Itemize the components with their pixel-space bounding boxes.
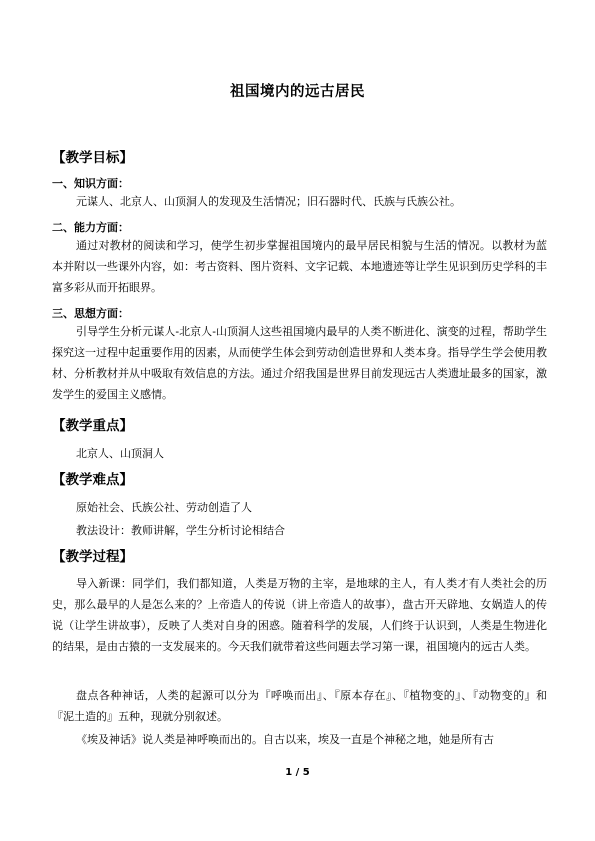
section-heading-key-points: 【教学重点】 bbox=[52, 418, 133, 434]
paragraph-key-points: 北京人、山顶洞人 bbox=[76, 447, 164, 460]
document-title: 祖国境内的远古居民 bbox=[230, 84, 365, 100]
paragraph-difficulties: 原始社会、氏族公社、劳动创造了人 bbox=[76, 501, 252, 514]
subheading-knowledge: 一、知识方面： bbox=[52, 177, 129, 190]
page-number: 1 / 5 bbox=[285, 767, 310, 778]
subheading-thought: 三、思想方面： bbox=[52, 307, 129, 320]
section-heading-difficulties: 【教学难点】 bbox=[52, 472, 133, 488]
subheading-ability: 二、能力方面： bbox=[52, 221, 129, 234]
paragraph-teaching-method: 教法设计：教师讲解，学生分析讨论相结合 bbox=[76, 524, 285, 537]
paragraph-ability: 通过对教材的阅读和学习，使学生初步掌握祖国境内的最早居民相貌与生活的情况。以教材为蓝本并附以一些课外内容，如：考古资料、图片资料、文字记载、本地遗迹等让学生见识到历史学科的丰富多彩从而开拓眼界。 bbox=[52, 239, 547, 294]
paragraph-knowledge: 元谋人、北京人、山顶洞人的发现及生活情况；旧石器时代、氏族与氏族公社。 bbox=[76, 195, 461, 208]
paragraph-myths: 盘点各种神话，人类的起源可以分为『呼唤而出』、『原本存在』、『植物变的』、『动物变的』和『泥土造的』五种，现就分别叙述。 bbox=[52, 689, 547, 723]
paragraph-egypt-myth: 《埃及神话》说人类是神呼唤而出的。自古以来，埃及一直是个神秘之地，她是所有古 bbox=[76, 733, 494, 746]
paragraph-intro: 导入新课：同学们，我们都知道，人类是万物的主宰，是地球的主人，有人类才有人类社会的历史，那么最早的人是怎么来的？上帝造人的传说（讲上帝造人的故事），盘古开天辟地、女娲造人的传说（让学生讲故事），反映了人类对自身的困惑。随着科学的发展，人们终于认识到，人类是生物进化的结果，是由古猿的一支发展来的。今天我们就带着这些问题去学习第一课，祖国境内的远古人类。 bbox=[52, 577, 547, 653]
section-heading-objectives: 【教学目标】 bbox=[52, 150, 133, 166]
section-heading-process: 【教学过程】 bbox=[52, 549, 133, 565]
paragraph-thought: 引导学生分析元谋人-北京人-山顶洞人这些祖国境内最早的人类不断进化、演变的过程，帮助学生探究这一过程中起重要作用的因素，从而使学生体会到劳动创造世界和人类本身。指导学生学会使用教材、分析教材并从中吸取有效信息的方法。通过介绍我国是世界目前发现远古人类遗址最多的国家，激发学生的爱国主义感情。 bbox=[52, 325, 547, 401]
